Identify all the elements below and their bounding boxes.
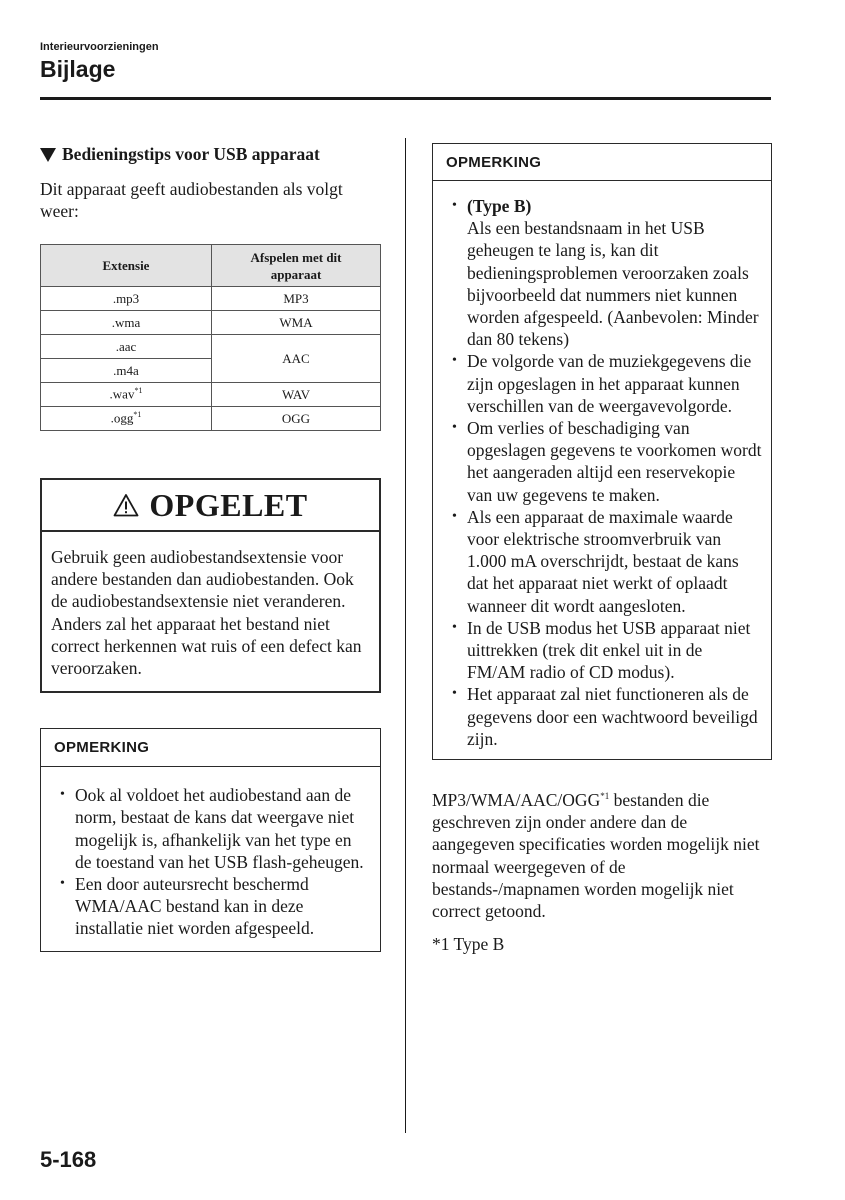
table-cell-play: AAC — [212, 335, 381, 383]
footnote-marker: *1 — [134, 386, 143, 396]
section-label: Interieurvoorzieningen — [40, 41, 159, 53]
usb-tips-heading — [40, 144, 381, 165]
list-item: • De volgorde van de muziekgegevens die zijn opgeslagen in het apparaat kunnen verschillen van de weergavevolgorde. — [433, 350, 763, 417]
caution-box — [40, 478, 381, 693]
footnote-marker: *1 — [133, 410, 142, 420]
table-cell-ext: .m4a — [41, 359, 212, 383]
paragraph-text: bestanden die geschreven zijn onder andere dan de aangegeven specificaties worden mogelijk niet normaal weergegeven of de bestands-/mapnamen worden mogelijk niet correct getoond. — [432, 789, 760, 921]
table-cell-ext: .wma — [41, 311, 212, 335]
list-item — [433, 195, 763, 350]
page-number: 5-168 — [40, 1147, 97, 1172]
extension-table — [40, 244, 381, 431]
list-item: • Om verlies of beschadiging van opgeslagen gegevens te voorkomen wordt het aangeraden altijd een reservekopie van uw gegevens te maken. — [433, 417, 763, 506]
list-item-text: Als een bestandsnaam in het USB geheugen te lang is, kan dit bedieningsproblemen veroorzaken zoals bijvoorbeeld dat nummers niet kunnen worden afgespeeld. (Aanbevolen: Minder dan 80 tekens) — [467, 218, 759, 350]
note-box-left — [40, 728, 381, 951]
list-item: • Ook al voldoet het audiobestand aan de norm, bestaat de kans dat weergave niet mogelijk is, afhankelijk van het type en de toestand van het USB flash-geheugen. — [41, 784, 372, 873]
table-cell-play: WAV — [212, 383, 381, 407]
note-body — [41, 767, 380, 950]
table-header-extension: Extensie — [41, 245, 212, 287]
list-item: • Als een apparaat de maximale waarde voor elektrische stroomverbruik van 1.000 mA overschrijdt, bestaat de kans dat het apparaat niet werkt of oplaadt wanneer dit wordt aangesloten. — [433, 506, 763, 617]
footnote-marker: *1 — [600, 791, 610, 802]
caution-text: Gebruik geen audiobestandsextensie voor andere bestanden dan audiobestanden. Ook de audiobestandsextensie niet veranderen. Anders zal het apparaat het bestand niet correct herkennen wat ruis of een defect kan veroorzaken. — [51, 547, 362, 679]
list-item: • Het apparaat zal niet functioneren als de gegevens door een wachtwoord beveiligd zijn. — [433, 683, 763, 750]
paragraph-lead: MP3/WMA/AAC/OGG — [432, 789, 601, 810]
list-item: • Een door auteursrecht beschermd WMA/AAC bestand kan in deze installatie niet worden afgespeeld. — [41, 873, 372, 940]
note-body — [433, 181, 771, 759]
triangle-down-icon — [40, 148, 56, 162]
file-format-paragraph — [432, 785, 772, 922]
table-row — [41, 383, 381, 407]
table-header-playback-line1: Afspelen met dit — [250, 249, 342, 265]
footnote: *1 Type B — [432, 934, 505, 955]
list-item: • In de USB modus het USB apparaat niet uittrekken (trek dit enkel uit in de FM/AM radio of CD modus). — [433, 617, 763, 684]
table-cell-ext — [41, 407, 212, 431]
usb-tips-heading-text: Bedieningstips voor USB apparaat — [62, 144, 320, 164]
type-b-label: (Type B) — [467, 196, 532, 216]
table-row — [41, 287, 381, 311]
table-cell-ext — [41, 383, 212, 407]
table-cell-ext-text: .ogg — [110, 410, 134, 426]
note-box-right — [432, 143, 772, 760]
left-column — [40, 144, 381, 952]
header-rule — [40, 97, 771, 100]
warning-triangle-icon — [113, 493, 139, 517]
table-header-playback-line2: apparaat — [270, 266, 322, 282]
table-header-row — [41, 245, 381, 287]
table-cell-play: WMA — [212, 311, 381, 335]
table-cell-play: MP3 — [212, 287, 381, 311]
table-cell-play: OGG — [212, 407, 381, 431]
note-title: OPMERKING — [41, 729, 380, 767]
table-header-playback — [212, 245, 381, 287]
note-title: OPMERKING — [433, 144, 771, 181]
note-list — [41, 784, 372, 939]
note-list — [433, 195, 763, 750]
column-divider — [405, 138, 406, 1133]
page-title: Bijlage — [40, 56, 116, 82]
table-row — [41, 335, 381, 359]
table-row — [41, 311, 381, 335]
caution-title: OPGELET — [149, 486, 308, 523]
right-column — [432, 143, 772, 955]
usb-tips-intro: Dit apparaat geeft audiobestanden als volgt weer: — [40, 179, 343, 221]
table-row — [41, 407, 381, 431]
table-cell-ext: .aac — [41, 335, 212, 359]
caution-header — [42, 480, 379, 532]
table-cell-ext: .mp3 — [41, 287, 212, 311]
table-cell-ext-text: .wav — [109, 386, 135, 402]
